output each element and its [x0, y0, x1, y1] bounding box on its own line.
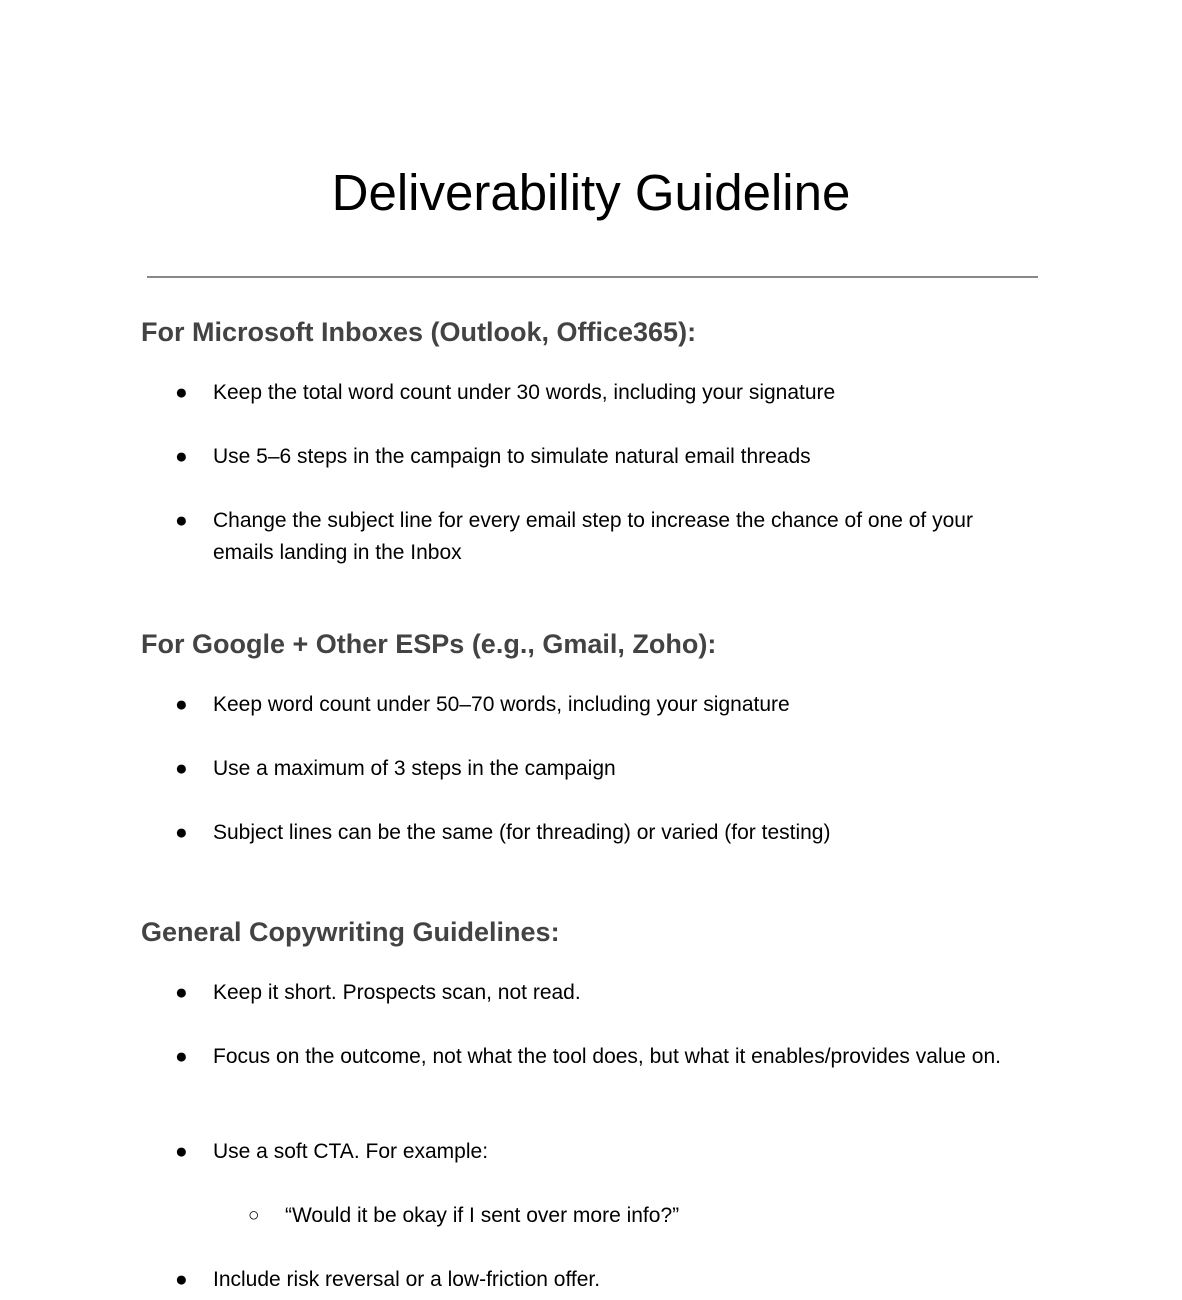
- section-heading-microsoft: For Microsoft Inboxes (Outlook, Office365):: [141, 317, 697, 347]
- bullet-icon: ●: [175, 1268, 188, 1291]
- list-item-text: Keep it short. Prospects scan, not read.: [213, 981, 581, 1004]
- list-item-text: Keep the total word count under 30 words, including your signature: [213, 381, 836, 404]
- section-heading-copywriting: General Copywriting Guidelines:: [141, 917, 560, 947]
- list-item-text: Use 5–6 steps in the campaign to simulate natural email threads: [213, 445, 811, 468]
- bullet-icon: ●: [175, 1045, 188, 1068]
- list-item-text: Focus on the outcome, not what the tool does, but what it enables/provides value on.: [213, 1045, 1001, 1068]
- title-divider: [147, 276, 1038, 278]
- list-item-text: Use a maximum of 3 steps in the campaign: [213, 757, 616, 780]
- hollow-bullet-icon: ○: [248, 1205, 260, 1226]
- list-item-text: Keep word count under 50–70 words, including your signature: [213, 693, 790, 716]
- bullet-icon: ●: [175, 821, 188, 844]
- bullet-icon: ●: [175, 509, 188, 532]
- section-heading-google: For Google + Other ESPs (e.g., Gmail, Zoho):: [141, 629, 717, 659]
- bullet-icon: ●: [175, 757, 188, 780]
- bullet-icon: ●: [175, 445, 188, 468]
- sub-list-item-text: “Would it be okay if I sent over more info?”: [285, 1204, 680, 1227]
- document-title: Deliverability Guideline: [331, 164, 851, 221]
- list-item-text: Change the subject line for every email step to increase the chance of one of your emails landing in the Inbox: [213, 509, 973, 564]
- list-item-text: Include risk reversal or a low-friction offer.: [213, 1268, 601, 1291]
- bullet-icon: ●: [175, 981, 188, 1004]
- list-item-text: Subject lines can be the same (for threading) or varied (for testing): [213, 821, 831, 844]
- bullet-icon: ●: [175, 381, 188, 404]
- bullet-icon: ●: [175, 1140, 188, 1163]
- list-item-text: Use a soft CTA. For example:: [213, 1140, 489, 1163]
- bullet-icon: ●: [175, 693, 188, 716]
